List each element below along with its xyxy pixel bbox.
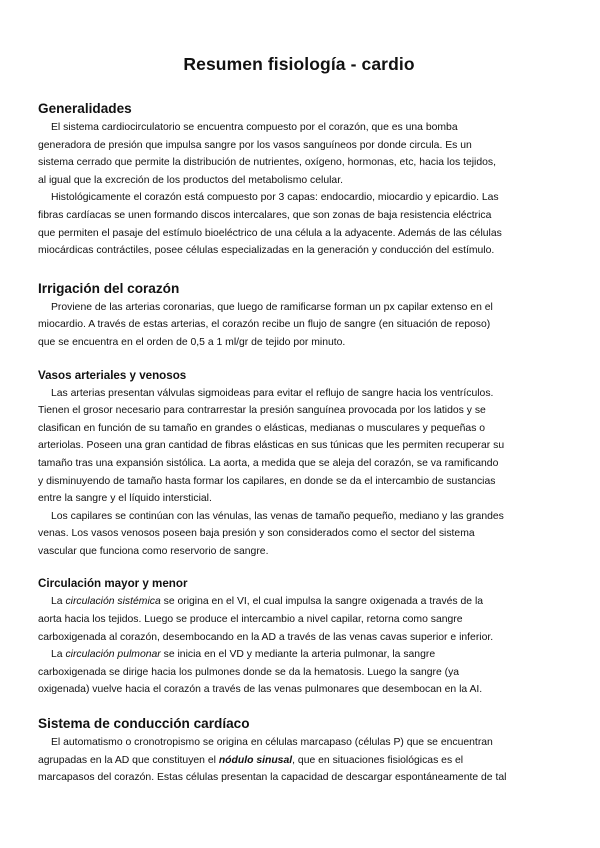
text-span: La <box>51 596 66 608</box>
term-nodulo-sinusal: nódulo sinusal <box>218 754 293 766</box>
text-line: miocárdicas contráctiles, posee células especializadas en la generación y conducción del estímulo. <box>38 245 495 257</box>
section-conduccion <box>38 716 560 787</box>
text-line: marcapasos del corazón. Estas células presentan la capacidad de descargar espontáneamente de tal <box>38 772 507 784</box>
section-heading: Irrigación del corazón <box>38 280 180 296</box>
text-line: Las arterias presentan válvulas sigmoideas para evitar el reflujo de sangre hacia los ventrículos. <box>51 387 494 399</box>
page-title: Resumen fisiología - cardio <box>183 54 415 74</box>
text-line: oxigenada) vuelve hacia el corazón a través de las venas pulmonares que desembocan en la AI. <box>38 684 483 696</box>
text-line <box>38 646 560 664</box>
subsection-heading: Circulación mayor y menor <box>38 577 188 591</box>
paragraph <box>38 646 560 699</box>
text-line: vascular que funciona como reservorio de sangre. <box>38 545 269 557</box>
paragraph <box>38 734 560 787</box>
text-line: sistema cerrado que permite la distribución de nutrientes, oxígeno, hormonas, etc, hacia los tejidos, <box>38 157 497 169</box>
text-line: arteriolas. Poseen una gran cantidad de fibras elásticas en sus túnicas que les permiten recuperar su <box>38 440 505 452</box>
text-line: El automatismo o cronotropismo se origina en células marcapaso (células P) que se encuentran <box>51 737 493 749</box>
section-vasos <box>38 369 560 561</box>
paragraph <box>38 593 560 646</box>
text-line <box>38 593 560 611</box>
text-line: aorta hacia los tejidos. Luego se produce el intercambio a nivel capilar, retorna como sangre <box>38 614 463 626</box>
term-circulacion-sistemica: circulación sistémica <box>65 596 161 608</box>
section-circulacion <box>38 577 560 699</box>
text-line: Histológicamente el corazón está compuesto por 3 capas: endocardio, miocardio y epicardio. Las <box>51 192 499 204</box>
text-line: carboxigenada se dirige hacia los pulmones donde se da la hematosis. Luego la sangre (ya <box>38 666 460 678</box>
text-line: venas. Los vasos venosos poseen baja presión y son considerados como el sector del sistema <box>38 528 475 540</box>
text-line: carboxigenada al corazón, desembocando en la AD a través de las venas cavas superior e inferior. <box>38 631 494 643</box>
section-heading: Sistema de conducción cardíaco <box>38 716 250 732</box>
paragraph <box>38 119 560 189</box>
text-line: Tienen el grosor necesario para contrarrestar la presión sanguínea provocada por los latidos y se <box>38 405 486 417</box>
text-span: se inicia en el VD y mediante la arteria pulmonar, la sangre <box>160 649 436 661</box>
text-line: clasifican en función de su tamaño en grandes o elásticas, medianas o musculares y pequeñas o <box>38 422 486 434</box>
text-span: agrupadas en la AD que constituyen el <box>38 754 219 766</box>
text-span: se origina en el VI, el cual impulsa la sangre oxigenada a través de la <box>160 596 484 608</box>
text-line: miocardio. A través de estas arterias, el corazón recibe un flujo de sangre (en situación de reposo) <box>38 319 491 331</box>
text-line: que se encuentra en el orden de 0,5 a 1 ml/gr de tejido por minuto. <box>38 336 346 348</box>
text-line: entre la sangre y el líquido intersticial. <box>38 493 212 505</box>
text-line: Los capilares se continúan con las vénulas, las venas de tamaño pequeño, mediano y las grandes <box>51 510 504 522</box>
term-circulacion-pulmonar: circulación pulmonar <box>65 649 161 661</box>
text-line: tamaño tras una expansión sistólica. La aorta, a medida que se aleja del corazón, se va ramificando <box>38 457 499 469</box>
section-generalidades <box>38 101 560 260</box>
text-line <box>38 752 560 770</box>
paragraph <box>38 299 560 352</box>
section-irrigacion <box>38 281 560 352</box>
paragraph <box>38 508 560 561</box>
paragraph <box>38 385 560 508</box>
text-line: que permiten el pasaje del estímulo bioeléctrico de una célula a la adyacente. Además de las células <box>38 227 502 239</box>
text-span: , que en situaciones fisiológicas es el <box>292 754 464 766</box>
text-line: fibras cardíacas se unen formando discos intercalares, que son zonas de baja resistencia eléctrica <box>38 209 492 221</box>
text-line: generadora de presión que impulsa sangre por los vasos sanguíneos por donde circula. Es un <box>38 139 472 151</box>
text-line: al igual que la excreción de los productos del metabolismo celular. <box>38 174 343 186</box>
section-heading: Generalidades <box>38 101 132 116</box>
text-line: Proviene de las arterias coronarias, que luego de ramificarse forman un px capilar extenso en el <box>51 301 493 313</box>
paragraph <box>38 189 560 259</box>
text-line: y disminuyendo de tamaño hasta formar los capilares, en donde se da el intercambio de sustancias <box>38 475 496 487</box>
text-line: El sistema cardiocirculatorio se encuentra compuesto por el corazón, que es una bomba <box>51 122 458 133</box>
subsection-heading: Vasos arteriales y venosos <box>38 368 187 382</box>
text-span: La <box>51 649 66 661</box>
